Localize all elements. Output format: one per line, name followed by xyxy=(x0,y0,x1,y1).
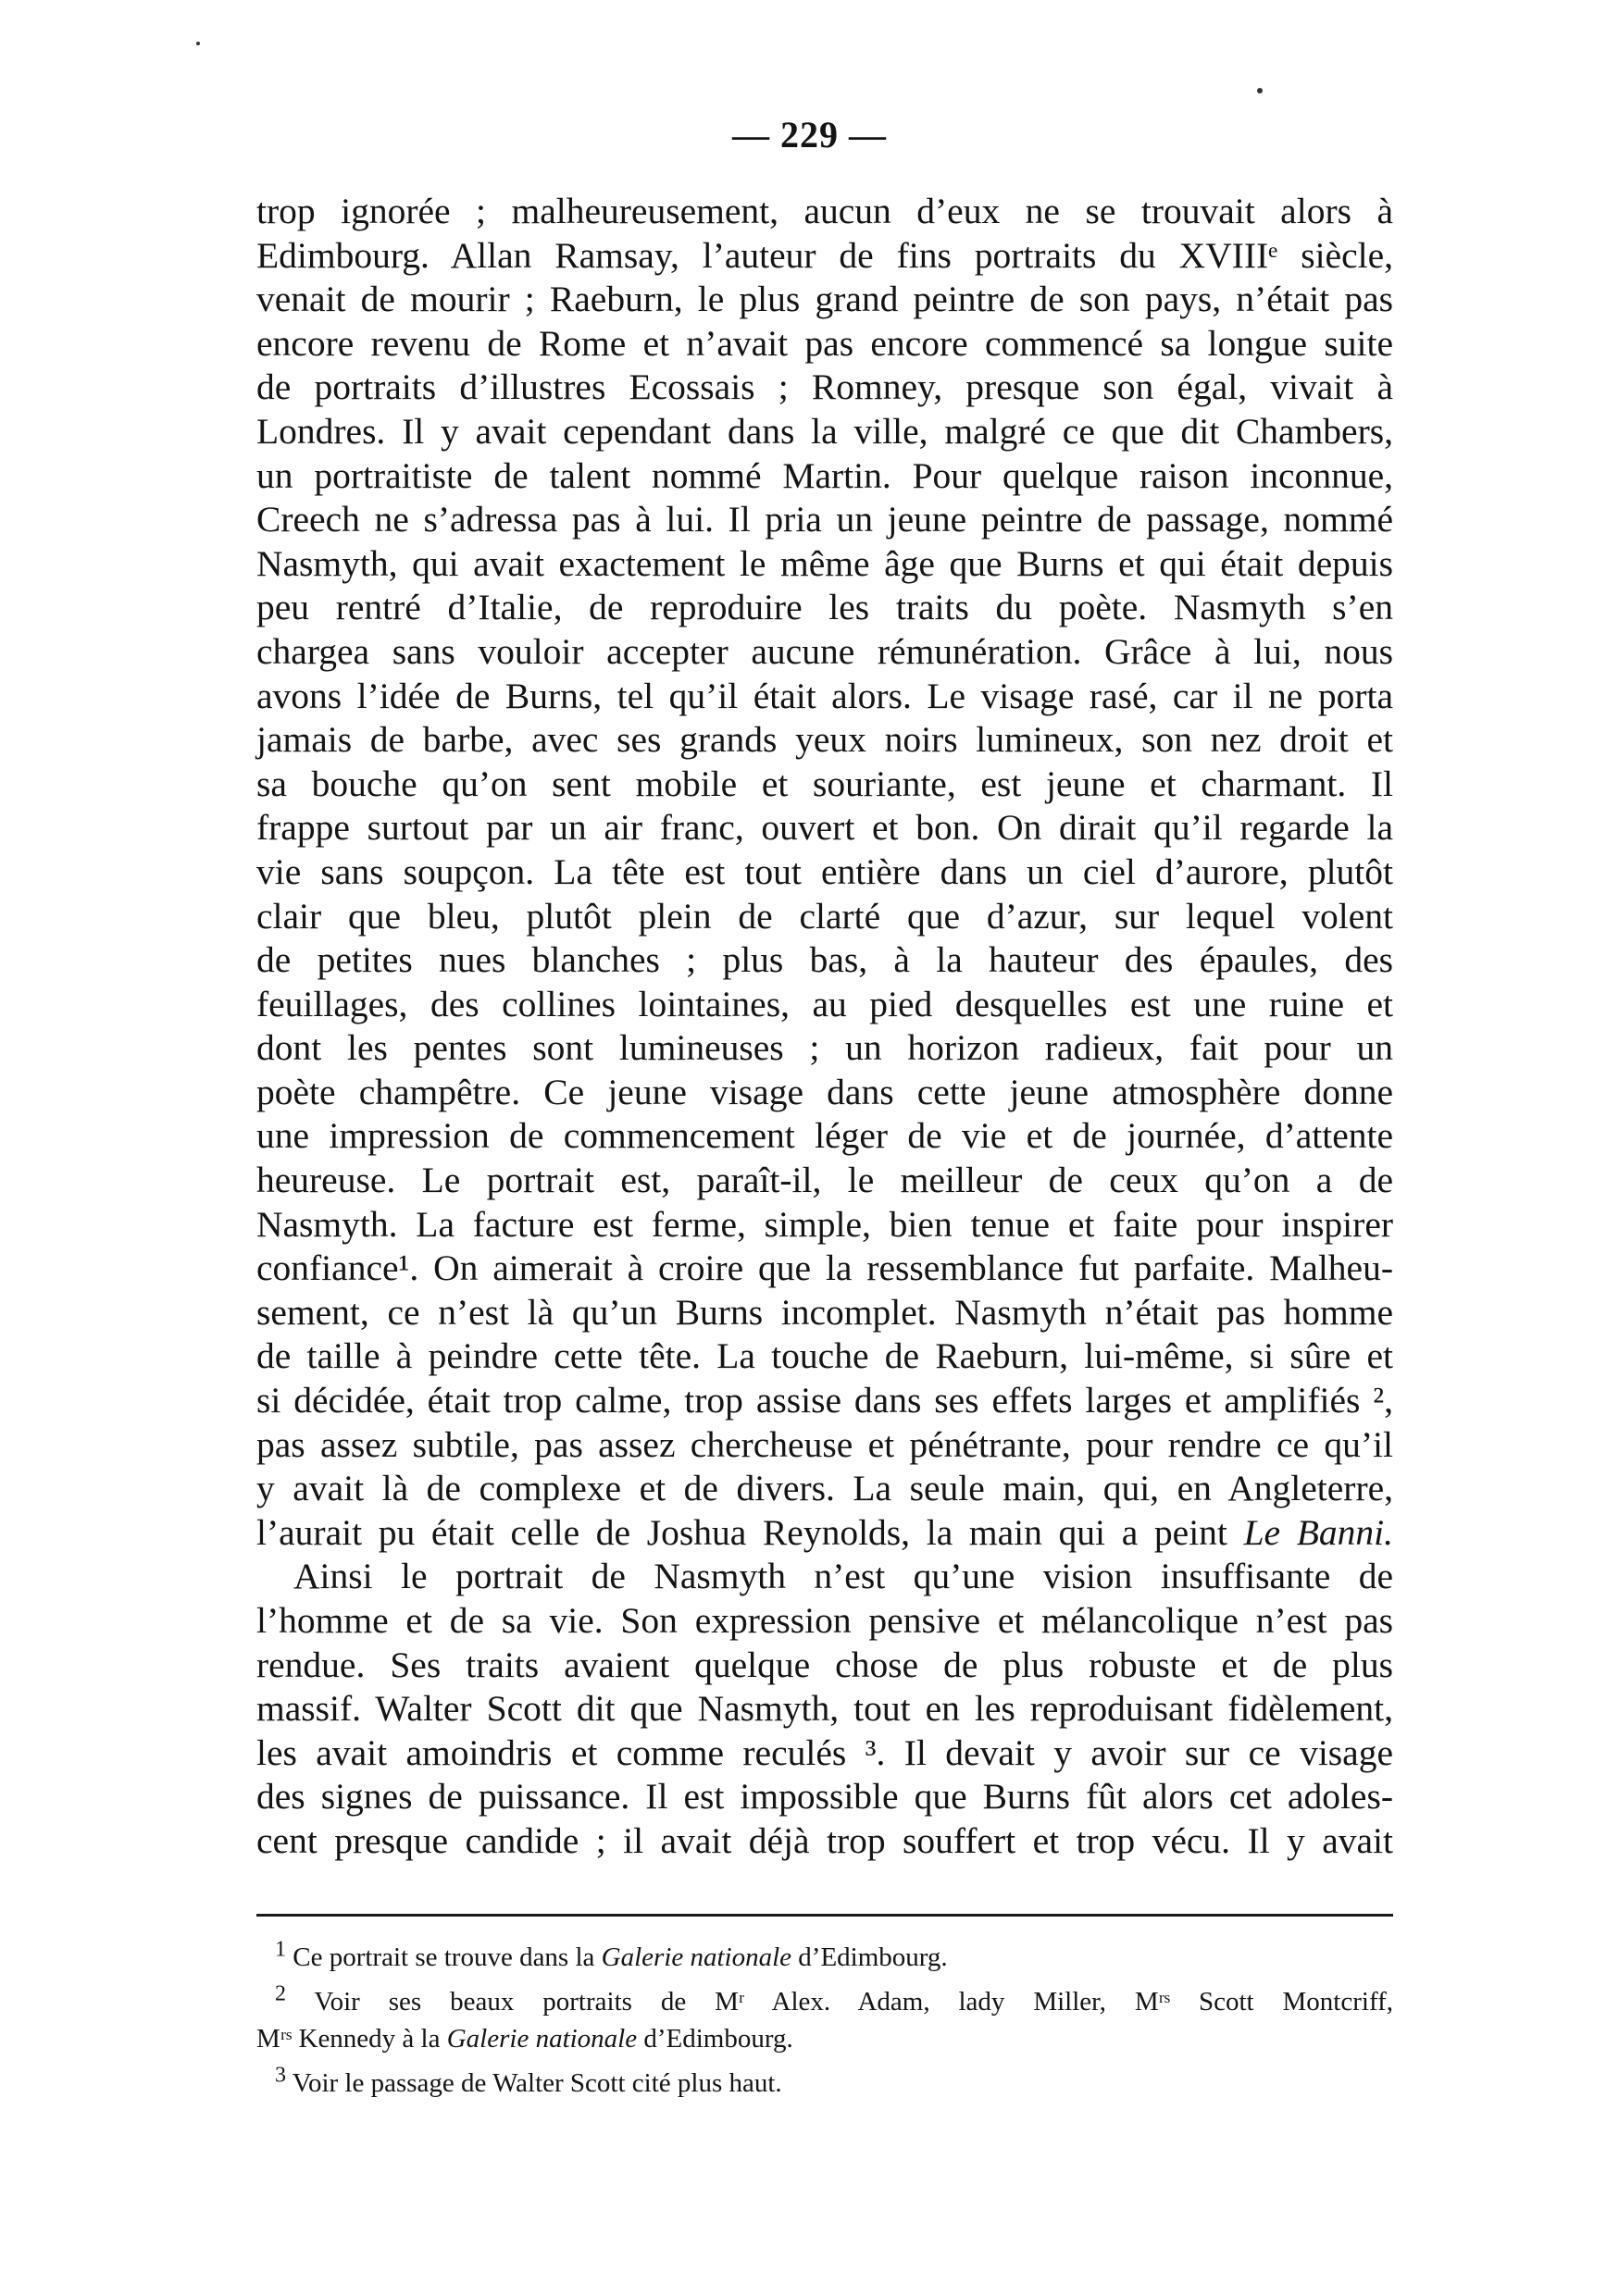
text-line: si décidée, était trop calme, trop assise dans ses effets larges et amplifiés ², xyxy=(256,1380,1393,1421)
text-line: Creech ne s’adressa pas à lui. Il pria un jeune peintre de passage, nommé xyxy=(256,499,1393,540)
footnote-italic: Galerie nationale xyxy=(601,1942,792,1972)
footnote-text: d’Edimbourg. xyxy=(643,2024,793,2054)
text-line-start: l’aurait pu était celle de Joshua Reynolds, la main qui a peint xyxy=(256,1511,1227,1553)
print-speck xyxy=(1257,88,1263,93)
text-line: de portraits d’illustres Ecossais ; Romney, presque son égal, vivait à xyxy=(256,366,1393,408)
text-line: avons l’idée de Burns, tel qu’il était alors. Le visage rasé, car il ne porta xyxy=(256,675,1393,716)
text-line: sement, ce n’est là qu’un Burns incomplet. Nasmyth n’était pas homme xyxy=(256,1291,1393,1333)
text-line: Nasmyth. La facture est ferme, simple, bien tenue et faite pour inspirer xyxy=(256,1203,1393,1245)
footnote-mark: 3 xyxy=(275,2063,286,2088)
print-speck xyxy=(196,42,200,45)
text-line: pas assez subtile, pas assez chercheuse et pénétrante, pour rendre ce qu’il xyxy=(256,1423,1393,1465)
text-line: Ainsi le portrait de Nasmyth n’est qu’une vision insuffisante de xyxy=(293,1556,1393,1597)
text-line: heureuse. Le portrait est, paraît-il, le meilleur de ceux qu’on a de xyxy=(256,1160,1393,1201)
text-line: clair que bleu, plutôt plein de clarté que d’azur, sur lequel volent xyxy=(256,895,1393,937)
text-line: massif. Walter Scott dit que Nasmyth, tout en les reproduisant fidèlement, xyxy=(256,1688,1393,1730)
text-line: peu rentré d’Italie, de reproduire les traits du poète. Nasmyth s’en xyxy=(256,587,1393,628)
footnote-text: d’Edimbourg. xyxy=(798,1942,948,1972)
text-line: sa bouche qu’on sent mobile et souriante, est jeune et charmant. Il xyxy=(256,763,1393,804)
footnote-text: Voir ses beaux portraits de Mʳ Alex. Adam, lady Miller, Mʳˢ Scott Montcriff, xyxy=(314,1987,1393,2017)
text-line: de petites nues blanches ; plus bas, à la hauteur des épaules, des xyxy=(256,939,1393,981)
text-line: trop ignorée ; malheureusement, aucun d’eux ne se trouvait alors à xyxy=(256,191,1393,231)
text-line: des signes de puissance. Il est impossible que Burns fût alors cet adoles- xyxy=(256,1776,1393,1818)
footnote-mark: 1 xyxy=(275,1937,286,1962)
text-line: rendue. Ses traits avaient quelque chose de plus robuste et de plus xyxy=(256,1644,1393,1685)
text-line: cent presque candide ; il avait déjà trop souffert et trop vécu. Il y avait xyxy=(256,1819,1393,1861)
painting-title: Le Banni. xyxy=(1243,1511,1393,1553)
footnote-text: Voir le passage de Walter Scott cité plus haut. xyxy=(292,2068,782,2098)
text-line: frappe surtout par un air franc, ouvert et bon. On dirait qu’il regarde la xyxy=(256,807,1393,849)
text-line: poète champêtre. Ce jeune visage dans cette jeune atmosphère donne xyxy=(256,1071,1393,1112)
text-line: un portraitiste de talent nommé Martin. Pour quelque raison inconnue, xyxy=(256,454,1393,496)
text-line: Londres. Il y avait cependant dans la ville, malgré ce que dit Chambers, xyxy=(256,410,1393,452)
text-line: jamais de barbe, avec ses grands yeux noirs lumineux, son nez droit et xyxy=(256,719,1393,761)
page-number: — 229 — xyxy=(732,114,887,155)
text-line: Nasmyth, qui avait exactement le même âge que Burns et qui était depuis xyxy=(256,542,1393,584)
text-line: dont les pentes sont lumineuses ; un horizon radieux, fait pour un xyxy=(256,1027,1393,1069)
text-line: l’homme et de sa vie. Son expression pensive et mélancolique n’est pas xyxy=(256,1600,1393,1641)
text-line: les avait amoindris et comme reculés ³. Il devait y avoir sur ce visage xyxy=(256,1731,1393,1773)
main-text xyxy=(256,190,1393,1864)
text-line: y avait là de complexe et de divers. La seule main, qui, en Angleterre, xyxy=(256,1468,1393,1509)
text-line: vie sans soupçon. La tête est tout entière dans un ciel d’aurore, plutôt xyxy=(256,850,1393,892)
text-line: Edimbourg. Allan Ramsay, l’auteur de fins portraits du XVIIIᵉ siècle, xyxy=(256,234,1393,276)
text-line-with-title xyxy=(256,1511,1393,1556)
text-line: une impression de commencement léger de vie et de journée, d’attente xyxy=(256,1115,1393,1157)
text-line: de taille à peindre cette tête. La touche de Raeburn, lui-même, si sûre et xyxy=(256,1335,1393,1377)
text-line: encore revenu de Rome et n’avait pas encore commencé sa longue suite xyxy=(256,322,1393,364)
footnote-divider xyxy=(256,1914,1393,1917)
footnote-mark: 2 xyxy=(275,1981,286,2006)
footnotes xyxy=(256,1939,1393,2109)
text-line: chargea sans vouloir accepter aucune rémunération. Grâce à lui, nous xyxy=(256,630,1393,672)
footnote-text: Mʳˢ Kennedy à la xyxy=(256,2024,441,2054)
text-line: venait de mourir ; Raeburn, le plus grand peintre de son pays, n’était pas xyxy=(256,279,1393,320)
footnote-1 xyxy=(256,1939,1393,1976)
footnote-2 xyxy=(256,1983,1393,2057)
footnote-text: Ce portrait se trouve dans la xyxy=(293,1942,595,1972)
footnote-3 xyxy=(256,2065,1393,2102)
footnote-italic: Galerie nationale xyxy=(446,2024,638,2054)
text-line: feuillages, des collines lointaines, au pied desquelles est une ruine et xyxy=(256,983,1393,1024)
text-line: confiance¹. On aimerait à croire que la ressemblance fut parfaite. Malheu- xyxy=(256,1247,1393,1289)
